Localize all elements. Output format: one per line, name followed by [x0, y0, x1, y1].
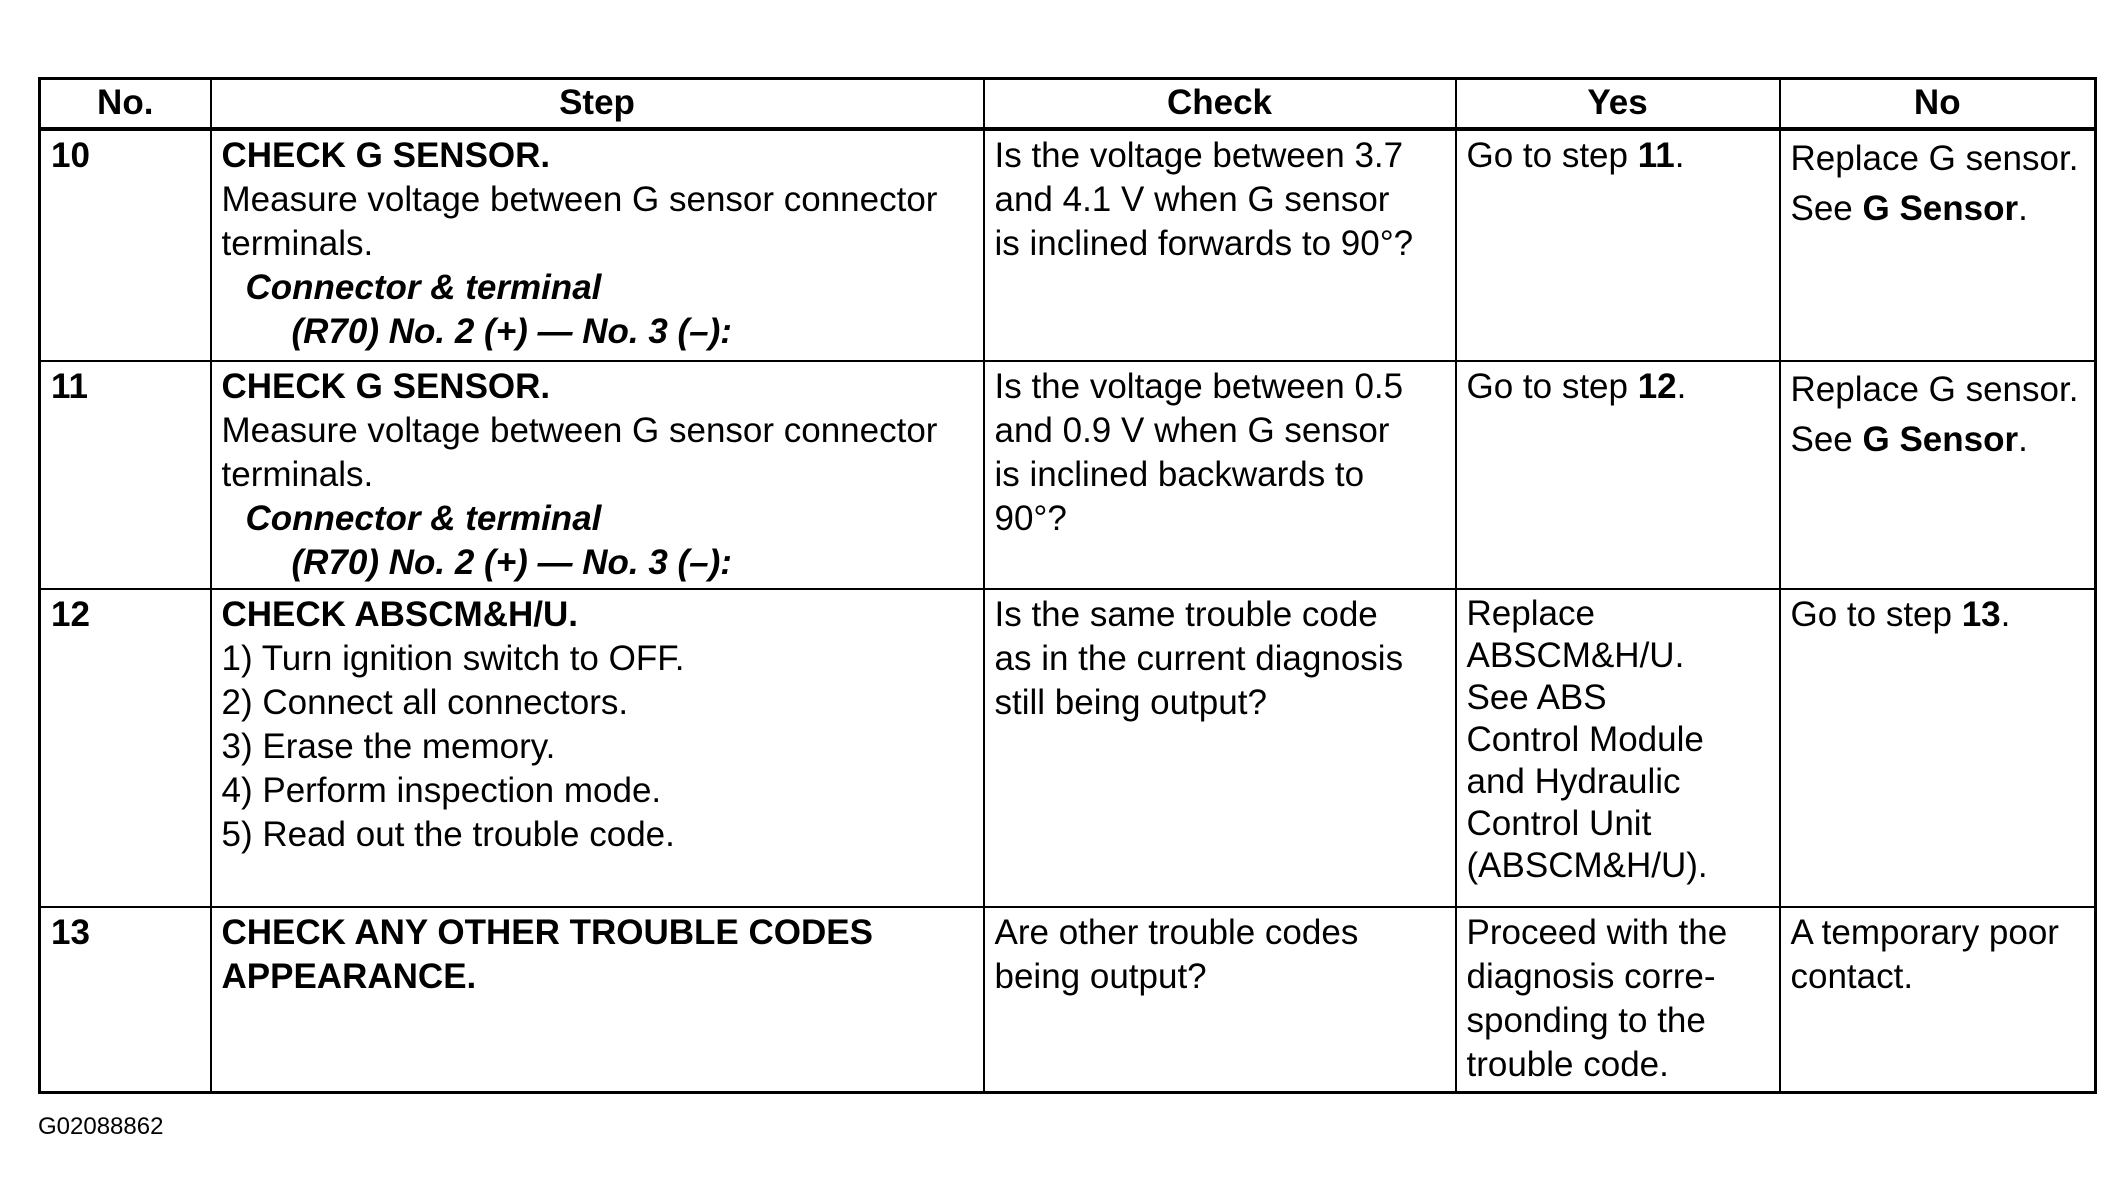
check-cell [984, 589, 1456, 907]
check-line: is inclined backwards to [994, 454, 1365, 494]
step-title: CHECK G SENSOR. [221, 366, 551, 406]
no-line: Replace G sensor. [1790, 369, 2079, 409]
no-suffix: . [2000, 594, 2011, 634]
step-title: CHECK ANY OTHER TROUBLE CODES [221, 912, 873, 952]
yes-line: diagnosis corre- [1466, 956, 1716, 996]
check-line: and 0.9 V when G sensor [994, 410, 1390, 450]
step-cell [211, 361, 984, 589]
check-line: 90°? [994, 498, 1067, 538]
step-cell [211, 129, 984, 361]
check-line: still being output? [994, 682, 1267, 722]
connector-label: Connector & terminal [245, 267, 602, 307]
yes-step-ref: 11 [1637, 135, 1675, 175]
step-cell [211, 589, 984, 907]
no-see-text: See [1790, 188, 1863, 228]
step-cell [211, 907, 984, 1093]
yes-line: See ABS [1466, 677, 1607, 717]
connector-value: (R70) No. 2 (+) — No. 3 (–): [291, 542, 732, 582]
no-link-suffix: . [2018, 188, 2028, 228]
step-line: 4) Perform inspection mode. [221, 770, 662, 810]
check-line: being output? [994, 956, 1207, 996]
no-step-ref: 13 [1961, 594, 2001, 634]
step-title: APPEARANCE. [221, 956, 477, 996]
no-cell [1780, 589, 2096, 907]
check-line: Is the voltage between 3.7 [994, 135, 1404, 175]
no-see-text: See [1790, 419, 1863, 459]
header-no: No. [40, 79, 211, 129]
header-yes: Yes [1456, 79, 1780, 129]
step-line: Measure voltage between G sensor connector [221, 179, 938, 219]
yes-step-ref: 12 [1637, 366, 1677, 406]
table-row [40, 907, 2096, 1093]
check-line: and 4.1 V when G sensor [994, 179, 1390, 219]
yes-cell [1456, 361, 1780, 589]
step-line: Measure voltage between G sensor connector [221, 410, 938, 450]
check-cell [984, 361, 1456, 589]
no-reference-link: G Sensor [1862, 419, 2019, 459]
connector-label: Connector & terminal [245, 498, 602, 538]
step-title: CHECK ABSCM&H/U. [221, 594, 578, 634]
figure-id: G02088862 [38, 1113, 164, 1140]
no-line [1791, 415, 2085, 465]
check-cell [984, 129, 1456, 361]
yes-line: trouble code. [1466, 1044, 1669, 1084]
step-number: 12 [40, 589, 211, 907]
yes-text: Go to step [1466, 366, 1638, 406]
yes-line: ABSCM&H/U. [1466, 635, 1685, 675]
yes-line: sponding to the [1466, 1000, 1706, 1040]
no-cell [1780, 907, 2096, 1093]
yes-line: Proceed with the [1466, 912, 1728, 952]
step-line: terminals. [221, 223, 374, 263]
check-line: as in the current diagnosis [994, 638, 1404, 678]
step-line: 2) Connect all connectors. [221, 682, 629, 722]
no-line: A temporary poor [1790, 912, 2059, 952]
yes-text: Go to step [1466, 135, 1638, 175]
yes-cell [1456, 589, 1780, 907]
no-line: Replace G sensor. [1790, 138, 2079, 178]
no-cell [1780, 361, 2096, 589]
check-line: Is the same trouble code [994, 594, 1378, 634]
step-title: CHECK G SENSOR. [221, 135, 551, 175]
header-no-column: No [1780, 79, 2096, 129]
yes-line: (ABSCM&H/U). [1466, 845, 1708, 885]
yes-suffix: . [1674, 135, 1685, 175]
no-link-suffix: . [2018, 419, 2028, 459]
step-number: 10 [40, 129, 211, 361]
table-row [40, 589, 2096, 907]
yes-line: Control Module [1466, 719, 1704, 759]
no-text: Go to step [1790, 594, 1962, 634]
table-row [40, 129, 2096, 361]
connector-value: (R70) No. 2 (+) — No. 3 (–): [291, 311, 732, 351]
no-line: contact. [1790, 956, 1914, 996]
step-line: 1) Turn ignition switch to OFF. [221, 638, 685, 678]
step-number: 11 [40, 361, 211, 589]
yes-line: Replace [1466, 593, 1595, 633]
diagnostic-table [38, 77, 2097, 1094]
no-reference-link: G Sensor [1862, 188, 2019, 228]
yes-line: and Hydraulic [1466, 761, 1681, 801]
step-line: 5) Read out the trouble code. [221, 814, 675, 854]
header-step: Step [211, 79, 984, 129]
check-line: Are other trouble codes [994, 912, 1359, 952]
table-row [40, 361, 2096, 589]
check-line: Is the voltage between 0.5 [994, 366, 1404, 406]
no-cell [1780, 129, 2096, 361]
step-number: 13 [40, 907, 211, 1093]
yes-suffix: . [1676, 366, 1687, 406]
step-line: 3) Erase the memory. [221, 726, 556, 766]
check-line: is inclined forwards to 90°? [994, 223, 1414, 263]
table-header-row [40, 79, 2096, 129]
yes-cell [1456, 907, 1780, 1093]
yes-cell [1456, 129, 1780, 361]
header-check: Check [984, 79, 1456, 129]
yes-line: Control Unit [1466, 803, 1652, 843]
step-line: terminals. [221, 454, 374, 494]
no-line [1791, 184, 2085, 234]
check-cell [984, 907, 1456, 1093]
